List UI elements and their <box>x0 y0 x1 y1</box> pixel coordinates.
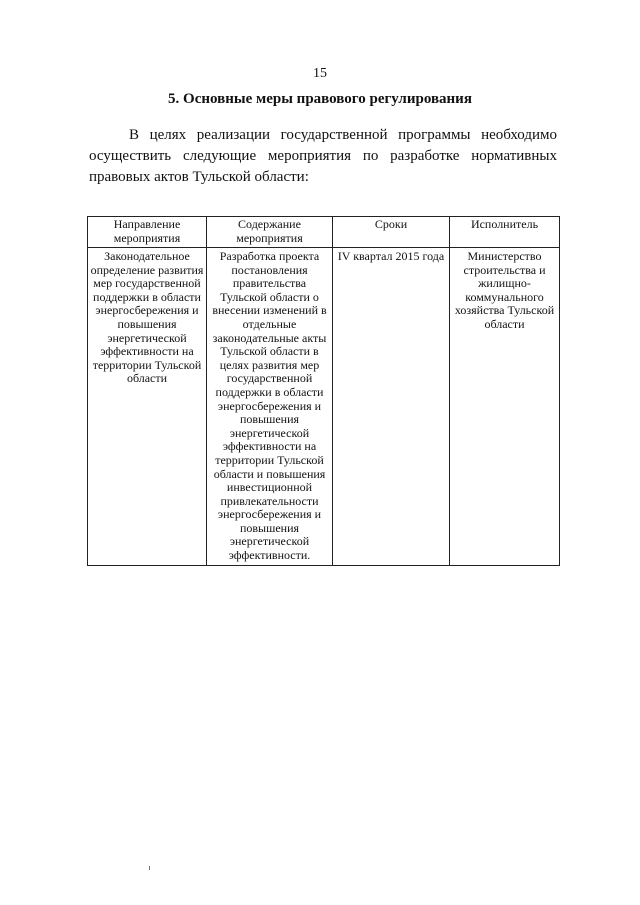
header-content: Содержание мероприятия <box>207 217 333 248</box>
header-deadline: Сроки <box>333 217 450 248</box>
intro-paragraph: В целях реализации государственной программы необходимо осуществить следующие мероприятия по разработке нормативных правовых актов Тульской области: <box>89 127 557 185</box>
header-direction: Направление мероприятия <box>88 217 207 248</box>
cell-executor: Министерство строительства и жилищно-коммунального хозяйства Тульской области <box>450 248 560 566</box>
table-header-row <box>88 217 560 248</box>
header-executor: Исполнитель <box>450 217 560 248</box>
cell-direction: Законодательное определение развития мер государственной поддержки в области энергосбережения и повышения энергетической эффективности на территории Тульской области <box>88 248 207 566</box>
cell-deadline: IV квартал 2015 года <box>333 248 450 566</box>
scan-artifact <box>149 866 150 870</box>
page-number: 15 <box>313 66 327 81</box>
measures-table <box>87 216 560 566</box>
cell-content: Разработка проекта постановления правительства Тульской области о внесении изменений в отдельные законодательные акты Тульской области в целях развития мер государственной поддержки в области энергосбережения и повышения энергетической эффективности на территории Тульской области и повышения инвестиционной привлекательности энергосбережения и повышения энергетической эффективности. <box>207 248 333 566</box>
section-title: 5. Основные меры правового регулирования <box>168 91 472 107</box>
table-row <box>88 248 560 566</box>
